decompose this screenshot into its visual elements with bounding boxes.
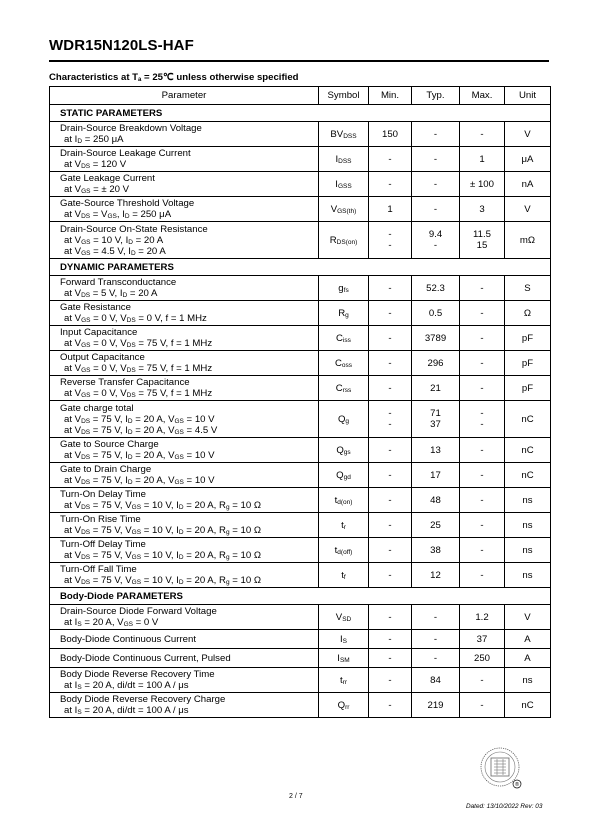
symbol-cell: $Q_{rr}$ <box>319 693 369 718</box>
param-cell <box>50 197 319 222</box>
unit-cell: ns <box>505 563 551 588</box>
table-row <box>50 401 551 438</box>
unit-cell: nC <box>505 401 551 438</box>
param-cell <box>50 172 319 197</box>
param-name: Gate-Source Threshold Voltage <box>60 198 195 209</box>
header-unit: Unit <box>505 87 551 105</box>
typ-cell: 17 <box>412 463 460 488</box>
max-cell: - <box>460 376 505 401</box>
section-row <box>50 105 551 122</box>
param-cell <box>50 401 319 438</box>
max-cell <box>460 222 505 259</box>
param-name: Body-Diode Continuous Current, Pulsed <box>60 652 231 664</box>
param-condition: at $I_S = 20$ A, di/dt = 100 A / μs <box>64 680 189 691</box>
symbol-cell: $t_f$ <box>319 563 369 588</box>
table-row <box>50 122 551 147</box>
table-row <box>50 463 551 488</box>
symbol-cell: $Q_g$ <box>319 401 369 438</box>
min-cell: - <box>369 376 412 401</box>
symbol-cell: $R_g$ <box>319 301 369 326</box>
min-cell: - <box>369 147 412 172</box>
typ-cell <box>412 401 460 438</box>
typ-value: 9.4 <box>428 229 443 240</box>
max-cell: - <box>460 326 505 351</box>
max-cell: - <box>460 488 505 513</box>
min-cell <box>369 401 412 438</box>
unit-cell: S <box>505 276 551 301</box>
symbol-cell: $V_{SD}$ <box>319 605 369 630</box>
param-name: Gate Resistance <box>60 302 131 313</box>
param-name: Body Diode Reverse Recovery Time <box>60 669 215 680</box>
unit-cell: ns <box>505 513 551 538</box>
param-cell <box>50 438 319 463</box>
typ-cell: 38 <box>412 538 460 563</box>
typ-cell: 3789 <box>412 326 460 351</box>
header-typ: Typ. <box>412 87 460 105</box>
typ-cell: 13 <box>412 438 460 463</box>
symbol-cell: $I_{DSS}$ <box>319 147 369 172</box>
max-value: - <box>480 408 484 419</box>
param-condition: at $V_{DS} = 120$ V <box>64 159 127 170</box>
param-name: Drain-Source Breakdown Voltage <box>60 123 202 134</box>
min-cell: - <box>369 276 412 301</box>
table-row <box>50 301 551 326</box>
param-condition: at $V_{GS} = 0$ V, $V_{DS} = 75$ V, f = 1 MHz <box>64 388 213 399</box>
table-row <box>50 605 551 630</box>
max-cell <box>460 401 505 438</box>
max-cell: - <box>460 538 505 563</box>
symbol-cell: $I_S$ <box>319 630 369 649</box>
max-cell: 3 <box>460 197 505 222</box>
typ-cell: - <box>412 605 460 630</box>
param-name: Output Capacitance <box>60 352 145 363</box>
symbol-cell: $t_r$ <box>319 513 369 538</box>
table-row <box>50 538 551 563</box>
table-row <box>50 513 551 538</box>
param-condition: at $V_{GS} = 4.5$ V, $I_D = 20$ A <box>64 245 166 257</box>
param-cell <box>50 538 319 563</box>
max-value: 15 <box>476 240 488 251</box>
table-row <box>50 438 551 463</box>
min-cell: 1 <box>369 197 412 222</box>
unit-cell: A <box>505 630 551 649</box>
table-row <box>50 326 551 351</box>
symbol-cell: $t_{d(on)}$ <box>319 488 369 513</box>
min-cell: - <box>369 605 412 630</box>
param-condition: at $V_{GS} = 0$ V, $V_{DS} = 75$ V, f = 1 MHz <box>64 363 213 374</box>
section-row <box>50 259 551 276</box>
max-cell: - <box>460 668 505 693</box>
max-cell: - <box>460 513 505 538</box>
table-row <box>50 488 551 513</box>
page-number: 2 / 7 <box>289 793 303 800</box>
typ-value: - <box>433 240 438 251</box>
param-condition: at $V_{DS} = 75$ V, $I_D = 20$ A, $V_{GS} = 10$ V <box>64 475 215 486</box>
min-value: - <box>388 229 392 240</box>
caption-pre: Characteristics at T <box>49 72 139 83</box>
param-condition: at $V_{GS} = 10$ V, $I_D = 20$ A <box>64 234 164 246</box>
param-name: Reverse Transfer Capacitance <box>60 377 190 388</box>
unit-cell: A <box>505 649 551 668</box>
max-cell: - <box>460 438 505 463</box>
table-row <box>50 649 551 668</box>
registered-mark: ® <box>514 782 520 788</box>
param-condition: at $V_{GS}$ = ± 20 V <box>64 184 130 195</box>
min-value: - <box>388 408 392 419</box>
param-name: Body-Diode Continuous Current <box>60 633 196 645</box>
symbol-cell: $V_{GS(th)}$ <box>319 197 369 222</box>
typ-cell: - <box>412 122 460 147</box>
param-name: Turn-Off Fall Time <box>60 564 137 575</box>
max-cell: 37 <box>460 630 505 649</box>
min-cell: - <box>369 438 412 463</box>
typ-cell: 12 <box>412 563 460 588</box>
param-cell <box>50 513 319 538</box>
unit-cell: mΩ <box>505 222 551 259</box>
min-value: - <box>388 240 392 251</box>
typ-cell: - <box>412 172 460 197</box>
symbol-cell: $BV_{DSS}$ <box>319 122 369 147</box>
param-condition: at $V_{DS} = 75$ V, $V_{GS} = 10$ V, $I_D = 20$ A, $R_g = 10$ Ω <box>64 575 262 586</box>
min-cell: - <box>369 513 412 538</box>
param-cell <box>50 351 319 376</box>
param-cell <box>50 376 319 401</box>
param-cell <box>50 563 319 588</box>
param-name: Turn-On Rise Time <box>60 514 141 525</box>
typ-cell: - <box>412 147 460 172</box>
unit-cell: nA <box>505 172 551 197</box>
typ-value: 37 <box>430 419 441 430</box>
unit-cell: ns <box>505 538 551 563</box>
symbol-cell: $t_{d(off)}$ <box>319 538 369 563</box>
symbol-cell: $I_{SM}$ <box>319 649 369 668</box>
table-row <box>50 693 551 718</box>
min-cell: - <box>369 538 412 563</box>
unit-cell: nC <box>505 438 551 463</box>
table-row <box>50 276 551 301</box>
param-cell <box>50 649 319 668</box>
min-cell: - <box>369 668 412 693</box>
table-row <box>50 630 551 649</box>
min-cell: - <box>369 563 412 588</box>
param-condition: at $V_{DS} = 75$ V, $V_{GS} = 10$ V, $I_D = 20$ A, $R_g = 10$ Ω <box>64 550 262 561</box>
max-cell: - <box>460 276 505 301</box>
param-name: Input Capacitance <box>60 327 138 338</box>
symbol-cell: $g_{fs}$ <box>319 276 369 301</box>
symbol-cell: $C_{rss}$ <box>319 376 369 401</box>
typ-cell: - <box>412 197 460 222</box>
typ-cell: 84 <box>412 668 460 693</box>
max-cell: - <box>460 693 505 718</box>
max-cell: 250 <box>460 649 505 668</box>
header-parameter: Parameter <box>50 87 319 105</box>
param-cell <box>50 326 319 351</box>
title-rule <box>49 60 549 62</box>
param-cell <box>50 222 319 259</box>
table-row <box>50 668 551 693</box>
min-cell: - <box>369 649 412 668</box>
table-row <box>50 197 551 222</box>
company-seal-icon <box>479 746 525 792</box>
param-cell <box>50 147 319 172</box>
param-cell <box>50 605 319 630</box>
param-name: Drain-Source Leakage Current <box>60 148 191 159</box>
param-name: Gate to Drain Charge <box>60 464 152 475</box>
param-condition: at $V_{DS} = 75$ V, $V_{GS} = 10$ V, $I_D = 20$ A, $R_g = 10$ Ω <box>64 525 262 536</box>
header-symbol: Symbol <box>319 87 369 105</box>
param-cell <box>50 630 319 649</box>
table-row <box>50 222 551 259</box>
unit-cell: V <box>505 122 551 147</box>
symbol-cell: $C_{oss}$ <box>319 351 369 376</box>
table-row <box>50 147 551 172</box>
param-condition: at $I_D = 250$ μA <box>64 134 124 145</box>
typ-cell: 219 <box>412 693 460 718</box>
max-cell: 1.2 <box>460 605 505 630</box>
symbol-cell: $R_{DS(on)}$ <box>319 222 369 259</box>
unit-cell: Ω <box>505 301 551 326</box>
section-static: STATIC PARAMETERS <box>50 105 551 122</box>
table-row <box>50 563 551 588</box>
symbol-cell: $t_{rr}$ <box>319 668 369 693</box>
param-condition: at $I_S = 20$ A, di/dt = 100 A / μs <box>64 705 189 716</box>
max-cell: - <box>460 463 505 488</box>
param-condition: at $V_{DS} = 75$ V, $I_D = 20$ A, $V_{GS} = 10$ V <box>64 450 215 461</box>
param-cell <box>50 122 319 147</box>
max-cell: ± 100 <box>460 172 505 197</box>
param-condition: at $V_{DS} = 75$ V, $V_{GS} = 10$ V, $I_D = 20$ A, $R_g = 10$ Ω <box>64 500 262 511</box>
header-min: Min. <box>369 87 412 105</box>
unit-cell: μA <box>505 147 551 172</box>
min-cell: 150 <box>369 122 412 147</box>
param-name: Gate to Source Charge <box>60 439 159 450</box>
min-cell: - <box>369 693 412 718</box>
param-name: Drain-Source Diode Forward Voltage <box>60 606 217 617</box>
unit-cell: V <box>505 197 551 222</box>
param-condition: at $V_{DS} = 5$ V, $I_D = 20$ A <box>64 288 158 299</box>
typ-cell: 52.3 <box>412 276 460 301</box>
param-cell <box>50 488 319 513</box>
param-name: Forward Transconductance <box>60 277 177 288</box>
max-value: 11.5 <box>473 229 491 240</box>
param-condition: at $V_{DS} = V_{GS}$, $I_D = 250$ μA <box>64 209 172 220</box>
param-condition: at $V_{DS} = 75$ V, $I_D = 20$ A, $V_{GS} = 4.5$ V <box>64 424 218 436</box>
table-row <box>50 172 551 197</box>
typ-cell: 296 <box>412 351 460 376</box>
max-cell: - <box>460 563 505 588</box>
param-condition: at $V_{DS} = 75$ V, $I_D = 20$ A, $V_{GS} = 10$ V <box>64 413 215 425</box>
param-name: Turn-Off Delay Time <box>60 539 146 550</box>
param-name: Gate charge total <box>60 402 134 414</box>
table-header-row <box>50 87 551 105</box>
param-name: Drain-Source On-State Resistance <box>60 223 208 235</box>
max-cell: - <box>460 351 505 376</box>
max-cell: 1 <box>460 147 505 172</box>
section-row <box>50 588 551 605</box>
header-max: Max. <box>460 87 505 105</box>
param-name: Body Diode Reverse Recovery Charge <box>60 694 226 705</box>
typ-cell: - <box>412 649 460 668</box>
min-cell: - <box>369 463 412 488</box>
section-dynamic: DYNAMIC PARAMETERS <box>50 259 551 276</box>
symbol-cell: $I_{GSS}$ <box>319 172 369 197</box>
unit-cell: V <box>505 605 551 630</box>
caption-post: = 25℃ unless otherwise specified <box>141 72 299 83</box>
min-cell: - <box>369 488 412 513</box>
unit-cell: nC <box>505 463 551 488</box>
typ-cell: 25 <box>412 513 460 538</box>
table-row <box>50 376 551 401</box>
table-caption <box>49 72 299 83</box>
revision-date: Dated: 13/10/2022 Rev: 03 <box>466 803 543 810</box>
max-cell: - <box>460 122 505 147</box>
section-body-diode: Body-Diode PARAMETERS <box>50 588 551 605</box>
symbol-cell: $Q_{gs}$ <box>319 438 369 463</box>
max-value: - <box>480 419 484 430</box>
typ-value: 71 <box>430 408 441 419</box>
min-cell: - <box>369 301 412 326</box>
unit-cell: pF <box>505 351 551 376</box>
param-cell <box>50 463 319 488</box>
typ-cell <box>412 222 460 259</box>
characteristics-table <box>49 86 551 718</box>
unit-cell: pF <box>505 326 551 351</box>
table-row <box>50 351 551 376</box>
min-cell: - <box>369 351 412 376</box>
unit-cell: ns <box>505 488 551 513</box>
typ-cell: 21 <box>412 376 460 401</box>
symbol-cell: $C_{iss}$ <box>319 326 369 351</box>
unit-cell: ns <box>505 668 551 693</box>
min-cell: - <box>369 326 412 351</box>
param-condition: at $V_{GS} = 0$ V, $V_{DS} = 75$ V, f = 1 MHz <box>64 338 213 349</box>
param-name: Turn-On Delay Time <box>60 489 147 500</box>
typ-cell: 0.5 <box>412 301 460 326</box>
param-condition: at $V_{GS} = 0$ V, $V_{DS} = 0$ V, f = 1 MHz <box>64 313 207 324</box>
param-name: Gate Leakage Current <box>60 173 155 184</box>
unit-cell: nC <box>505 693 551 718</box>
min-cell: - <box>369 172 412 197</box>
min-cell: - <box>369 630 412 649</box>
unit-cell: pF <box>505 376 551 401</box>
caption-sub: a <box>138 77 142 83</box>
param-condition: at $I_S = 20$ A, $V_{GS} = 0$ V <box>64 617 159 628</box>
min-cell <box>369 222 412 259</box>
typ-cell: 48 <box>412 488 460 513</box>
max-cell: - <box>460 301 505 326</box>
min-value: - <box>388 419 392 430</box>
param-cell <box>50 693 319 718</box>
symbol-cell: $Q_{gd}$ <box>319 463 369 488</box>
param-cell <box>50 276 319 301</box>
document-title: WDR15N120LS-HAF <box>49 37 194 54</box>
param-cell <box>50 668 319 693</box>
param-cell <box>50 301 319 326</box>
typ-cell: - <box>412 630 460 649</box>
